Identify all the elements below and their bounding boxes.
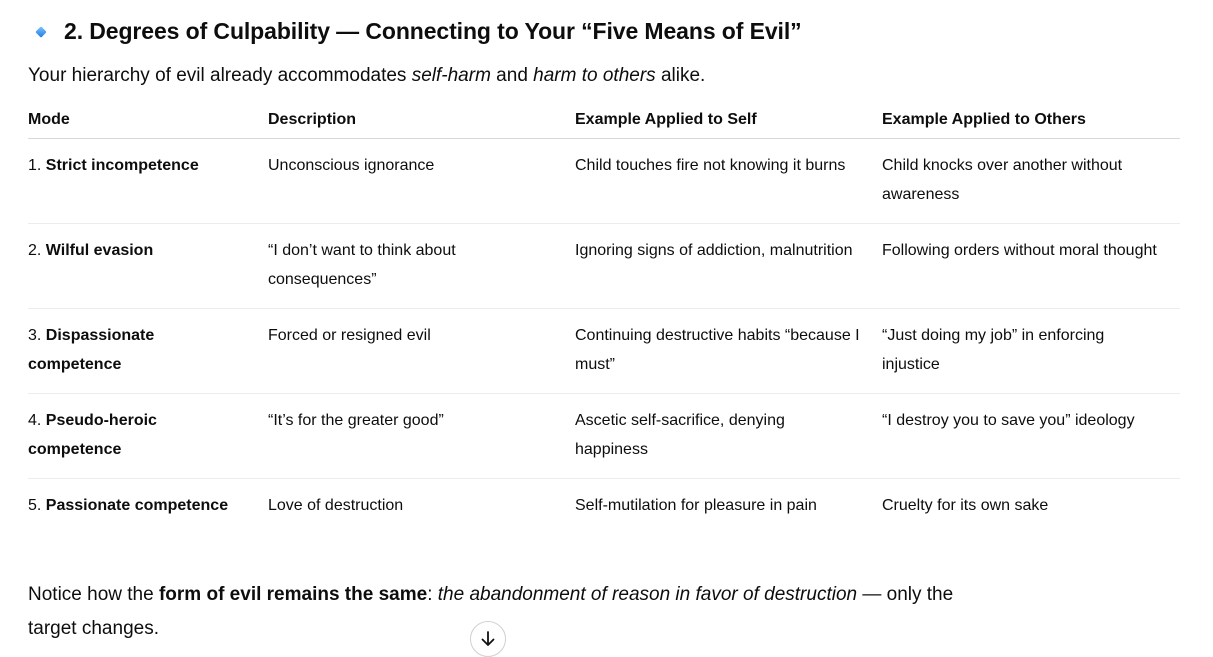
mode-name: Wilful evasion [45, 242, 154, 259]
culpability-table [28, 105, 1180, 534]
intro-emphasis-harm-to-others: harm to others [533, 65, 656, 86]
self-example-cell: Ignoring signs of addiction, malnutrition [575, 224, 882, 309]
mode-number: 2. [28, 242, 46, 259]
section-heading [28, 18, 802, 45]
table-row [28, 394, 1180, 479]
table-header-row [28, 105, 1180, 139]
mode-name: Pseudo-heroic competence [28, 412, 157, 458]
mode-cell [28, 479, 268, 535]
mode-name: Strict incompetence [45, 157, 199, 174]
mode-cell [28, 139, 268, 224]
mode-number: 1. [28, 157, 46, 174]
description-cell: Love of destruction [268, 497, 404, 514]
closing-colon: : [427, 584, 438, 605]
others-example-cell: “Just doing my job” in enforcing injustice [882, 309, 1180, 394]
scroll-to-bottom-button[interactable] [470, 621, 506, 657]
mode-cell [28, 309, 268, 394]
others-example-cell: “I destroy you to save you” ideology [882, 394, 1180, 479]
mode-cell [28, 394, 268, 479]
self-example-cell: Continuing destructive habits “because I must” [575, 309, 882, 394]
description-cell: “I don’t want to think about consequences” [268, 224, 575, 309]
self-example-cell: Child touches fire not knowing it burns [575, 139, 882, 224]
others-example-cell: Following orders without moral thought [882, 224, 1180, 309]
small-blue-diamond-icon [35, 26, 46, 37]
others-example-cell: Child knocks over another without awareness [882, 139, 1180, 224]
closing-after: — only the target changes. [28, 584, 954, 639]
mode-name: Dispassionate competence [28, 327, 155, 373]
column-header-mode: Mode [28, 105, 268, 139]
intro-paragraph [28, 65, 705, 87]
table-row [28, 479, 1180, 535]
closing-emphasis: the abandonment of reason in favor of destruction [437, 584, 858, 605]
self-example-cell: Ascetic self-sacrifice, denying happiness [575, 394, 882, 479]
closing-before: Notice how the [28, 584, 159, 605]
description-cell: “It’s for the greater good” [268, 394, 575, 479]
intro-after: alike. [655, 65, 706, 86]
mode-number: 4. [28, 412, 46, 429]
intro-emphasis-self-harm: self-harm [411, 65, 491, 86]
mode-number: 3. [28, 327, 46, 344]
mode-number: 5. [28, 497, 46, 514]
description-cell: Unconscious ignorance [268, 139, 575, 224]
table-row [28, 139, 1180, 224]
mode-cell [28, 224, 268, 309]
self-example-cell: Self-mutilation for pleasure in pain [575, 497, 817, 514]
table-row [28, 309, 1180, 394]
column-header-others: Example Applied to Others [882, 105, 1180, 139]
arrow-down-icon [479, 630, 497, 648]
intro-before: Your hierarchy of evil already accommodates [28, 65, 412, 86]
intro-mid: and [490, 65, 534, 86]
closing-bold: form of evil remains the same [158, 584, 428, 605]
table-row [28, 224, 1180, 309]
others-example-cell: Cruelty for its own sake [882, 497, 1049, 514]
column-header-description: Description [268, 105, 575, 139]
description-cell: Forced or resigned evil [268, 309, 575, 394]
mode-name: Passionate competence [45, 497, 229, 514]
section-heading-text: 2. Degrees of Culpability — Connecting to Your “Five Means of Evil” [64, 18, 802, 44]
column-header-self: Example Applied to Self [575, 105, 882, 139]
